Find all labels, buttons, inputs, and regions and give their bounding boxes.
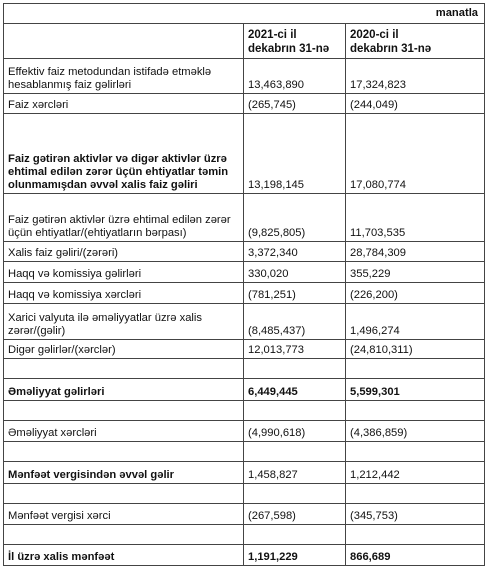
table-row — [4, 304, 485, 340]
table-row — [4, 379, 485, 401]
row-value-2021: 1,458,827 — [244, 462, 346, 484]
row-value-2021: 12,013,773 — [244, 340, 346, 359]
table-row — [4, 340, 485, 359]
row-value-2020: (226,200) — [346, 283, 485, 304]
row-value-2021: 6,449,445 — [244, 379, 346, 401]
row-value-2020: 355,229 — [346, 262, 485, 283]
table-row — [4, 114, 485, 194]
row-value-2020: (244,049) — [346, 94, 485, 114]
row-label: Effektiv faiz metodundan istifadə etməklə hesablanmış faiz gəlirləri — [4, 59, 244, 94]
row-value-2020: 17,324,823 — [346, 59, 485, 94]
row-value-2020: (24,810,311) — [346, 340, 485, 359]
header-label-cell — [4, 24, 244, 59]
row-value-2021: 1,191,229 — [244, 545, 346, 566]
table-row — [4, 545, 485, 566]
row-value-2020: 1,496,274 — [346, 304, 485, 340]
row-value-2020: 1,212,442 — [346, 462, 485, 484]
table-row — [4, 421, 485, 442]
row-value-2021: (265,745) — [244, 94, 346, 114]
unit-row — [4, 4, 485, 24]
row-value-2021: 3,372,340 — [244, 242, 346, 262]
spacer-row — [4, 401, 485, 421]
header-2021 — [244, 24, 346, 59]
spacer-row — [4, 442, 485, 462]
table-row — [4, 262, 485, 283]
row-value-2021: 13,198,145 — [244, 114, 346, 194]
header-2020-line1: 2020-ci il — [350, 29, 399, 41]
row-label: Faiz gətirən aktivlər və digər aktivlər üzrə ehtimal edilən zərər üçün ehtiyatlar təmin olunmamışdan əvvəl xalis faiz gəliri — [4, 114, 244, 194]
row-label: Haqq və komissiya gəlirləri — [4, 262, 244, 283]
header-2020 — [346, 24, 485, 59]
row-value-2020: 17,080,774 — [346, 114, 485, 194]
header-row — [4, 24, 485, 59]
row-label: Digər gəlirlər/(xərclər) — [4, 340, 244, 359]
header-2021-line1: 2021-ci il — [248, 29, 297, 41]
row-label: Əməliyyat xərcləri — [4, 421, 244, 442]
table-row — [4, 242, 485, 262]
table-row — [4, 59, 485, 94]
row-value-2020: (345,753) — [346, 504, 485, 525]
table-row — [4, 194, 485, 242]
row-value-2021: (8,485,437) — [244, 304, 346, 340]
row-label: Mənfəət vergisi xərci — [4, 504, 244, 525]
header-2020-line2: dekabrın 31-nə — [350, 43, 432, 55]
row-label: Xalis faiz gəliri/(zərəri) — [4, 242, 244, 262]
row-value-2020: 28,784,309 — [346, 242, 485, 262]
unit-label: manatla — [4, 4, 485, 24]
header-2021-line2: dekabrın 31-nə — [248, 43, 330, 55]
row-value-2021: (781,251) — [244, 283, 346, 304]
spacer-row — [4, 525, 485, 545]
table-row — [4, 504, 485, 525]
table-row — [4, 462, 485, 484]
row-label: İl üzrə xalis mənfəət — [4, 545, 244, 566]
spacer-row — [4, 484, 485, 504]
table-row — [4, 283, 485, 304]
row-value-2021: 13,463,890 — [244, 59, 346, 94]
row-value-2020: 11,703,535 — [346, 194, 485, 242]
row-label: Haqq və komissiya xərcləri — [4, 283, 244, 304]
spacer-row — [4, 359, 485, 379]
row-value-2020: 5,599,301 — [346, 379, 485, 401]
row-value-2021: (9,825,805) — [244, 194, 346, 242]
row-value-2020: 866,689 — [346, 545, 485, 566]
row-label: Mənfəət vergisindən əvvəl gəlir — [4, 462, 244, 484]
row-label: Faiz xərcləri — [4, 94, 244, 114]
row-value-2020: (4,386,859) — [346, 421, 485, 442]
row-label: Əməliyyat gəlirləri — [4, 379, 244, 401]
income-statement-table — [3, 3, 485, 566]
row-label: Faiz gətirən aktivlər üzrə ehtimal edilən zərər üçün ehtiyatlar/(ehtiyatların bərpası) — [4, 194, 244, 242]
row-value-2021: 330,020 — [244, 262, 346, 283]
table-row — [4, 94, 485, 114]
row-value-2021: (4,990,618) — [244, 421, 346, 442]
row-label: Xarici valyuta ilə əməliyyatlar üzrə xalis zərər/(gəlir) — [4, 304, 244, 340]
row-value-2021: (267,598) — [244, 504, 346, 525]
